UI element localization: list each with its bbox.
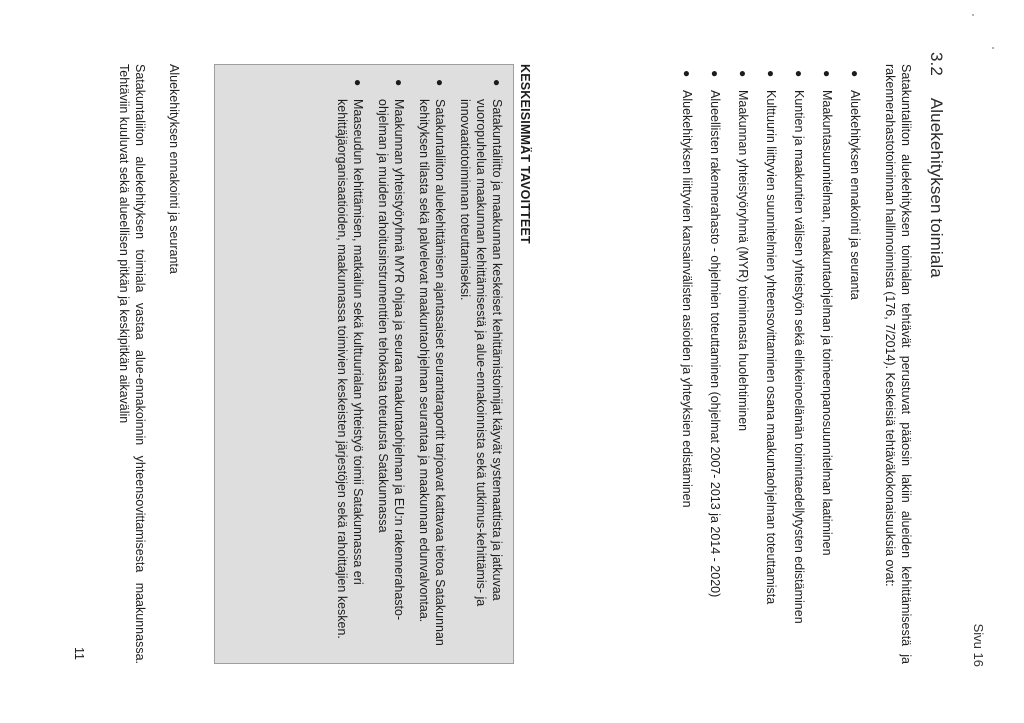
scan-speck [992,47,994,49]
goals-list [334,75,505,651]
bullet-icon: ● [708,70,722,78]
page-number: 11 [72,647,86,660]
list-item [707,64,723,654]
goal-item [375,75,407,651]
section-heading [926,52,946,278]
list-item-text: Aluekehityksen ennakointi ja seuranta [848,90,862,300]
page-header-label: Sivu 16 [971,623,986,667]
goal-item-text: Satakuntaliiton aluekehittämisen ajantasaiset seurantaraportit tarjoavat kattavaa tietoa Satakunnan kehityksen tilasta sekä palvelevat maakuntaohjelman seurantaa ja maakunnan edunvalvontaa. [417,99,447,646]
section-number: 3.2 [927,52,946,76]
section-intro: Satakuntaliiton aluekehityksen toimialan tehtävät perustuvat pääosin lakiin alueiden kehittämisestä ja rakennerahastotoiminnan hallinnoinnista (176, 7/2014). Keskeisiä tehtäväkokonaisuuksia ovat: [883,64,913,664]
goal-item [457,75,505,651]
section-title: Aluekehityksen toimiala [927,97,946,278]
list-item-text: Alueellisten rakennerahasto - ohjelmien toteuttaminen (ohjelmat 2007- 2013 ja 2014 - 2020) [708,90,722,598]
goal-item-text: Maakunnan yhteistyöryhmä MYR ohjaa ja seuraa maakuntaohjelman ja EU:n rakennerahasto-ohjelman ja muiden rahoitusinstrumenttien tehokasta toteutusta Satakunnassa [376,99,406,621]
goal-item-text: Satakuntaliitto ja maakunnan keskeiset kehittämistoimijat käyvät systemaattista ja jatkuvaa vuoropuhelua maakunnan kehittämisestä ja alue-ennakoinnista sekä tutkimus-kehittämis- ja innovaatiotoiminnan toteuttamiseksi. [458,99,504,607]
task-bullet-list [667,64,863,654]
scan-speck [972,14,974,16]
list-item-text: Kuntien ja maakuntien välisen yhteistyön sekä elinkeinoelämän toimintaedellytysten edistäminen [792,90,806,624]
subsection-text: Satakuntaliiton aluekehityksen toimiala vastaa alue-ennakoinnin yhteensovittamisesta maakunnassa. Tehtäviin kuuluvat sekä alueellisen pitkän ja keskipitkän aikavälin [117,64,147,664]
bullet-icon: ● [680,70,694,78]
bullet-icon: ● [490,79,504,87]
list-item [735,64,751,654]
list-item [847,64,863,654]
list-item-text: Maakuntasuunnitelman, maakuntaohjelman ja toimeenpanosuunnitelman laatiminen [820,90,834,556]
bullet-icon: ● [351,79,365,87]
bullet-icon: ● [736,70,750,78]
subsection-heading: Aluekehityksen ennakointi ja seuranta [167,64,181,274]
bullet-icon: ● [848,70,862,78]
bullet-icon: ● [433,79,447,87]
goals-box [214,64,514,664]
goal-item [416,75,448,651]
list-item-text: Kulttuurin liittyvien suunnitelmien yhteensovittaminen osana maakuntaohjelman toteuttamista [764,90,778,605]
list-item [819,64,835,654]
list-item-text: Aluekehityksen liittyvien kansainvälisten asioiden ja yhteyksien edistäminen [680,90,694,508]
goal-item-text: Maaseudun kehittämisen, matkailun sekä kulttuurialan yhteistyö toimii Satakunnassa eri kehittäjäorganisaatioiden, maakunnassa toimivien keskeisten järjestöjen sekä rahoittajien kesken. [335,99,365,639]
bullet-icon: ● [792,70,806,78]
goal-item [334,75,366,651]
bullet-icon: ● [764,70,778,78]
bullet-icon: ● [392,79,406,87]
list-item-text: Maakunnan yhteistyöryhmä (MYR) toiminnasta huolehtiminen [736,90,750,432]
list-item [763,64,779,654]
list-item [791,64,807,654]
goals-title: KESKEISIMMÄT TAVOITTEET [518,64,532,244]
list-item [679,64,695,654]
bullet-icon: ● [820,70,834,78]
